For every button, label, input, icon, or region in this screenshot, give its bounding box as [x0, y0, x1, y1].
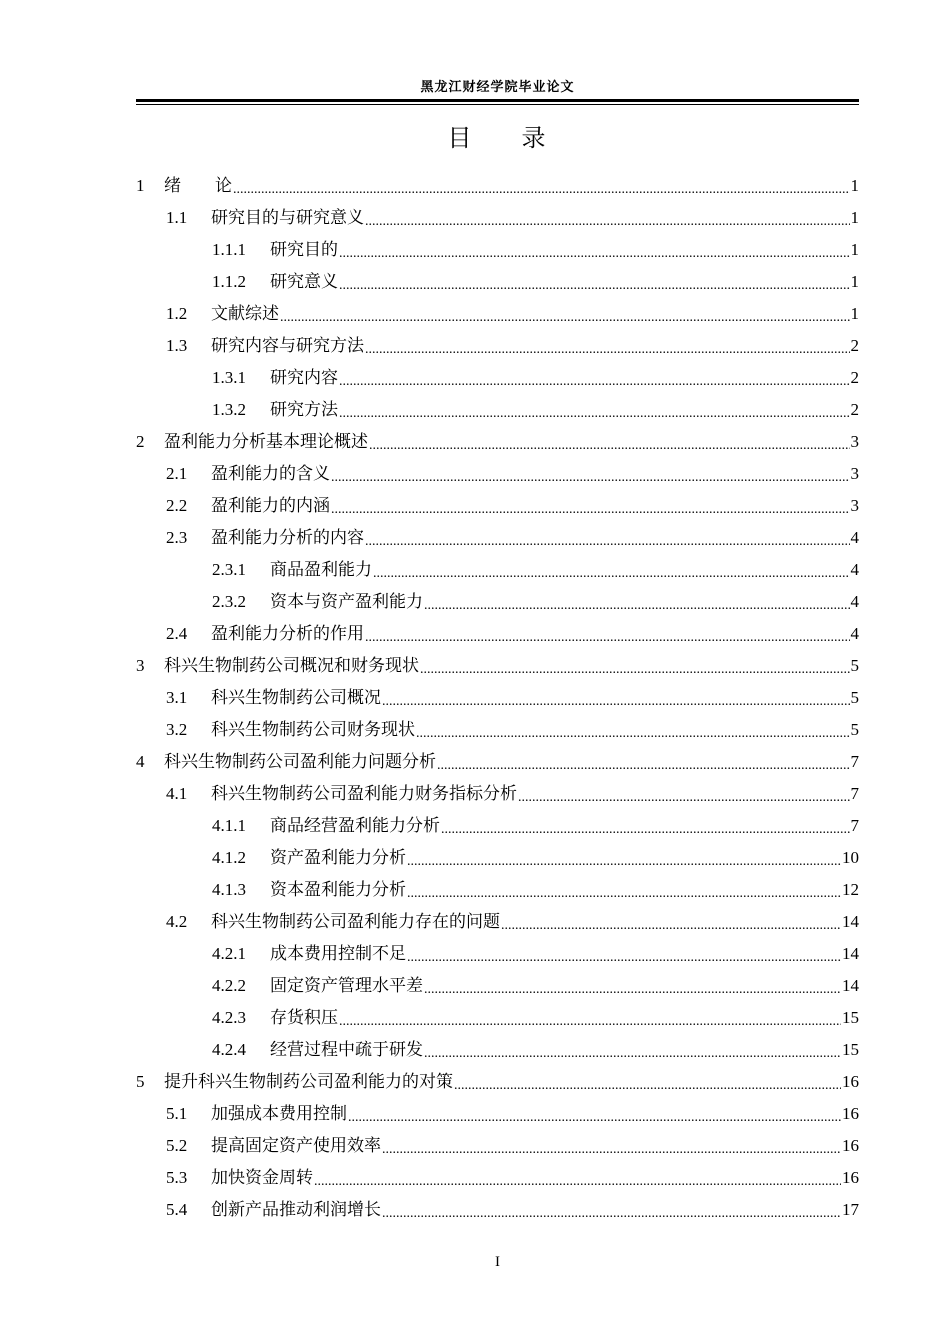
toc-entry-label: 文献综述 [211, 304, 279, 324]
toc-leader-dots [314, 1170, 841, 1194]
toc-entry-number: 2.2 [166, 496, 188, 515]
toc-entry-label: 科兴生物制药公司概况 [211, 688, 381, 708]
toc-entry-label: 资产盈利能力分析 [270, 848, 406, 868]
toc-entry-page: 14 [842, 912, 859, 931]
toc-entry-number: 2 [136, 432, 145, 451]
toc-entry-number: 4 [136, 752, 145, 771]
toc-leader-dots [365, 210, 850, 234]
toc-entry[interactable] [136, 714, 859, 746]
toc-entry-label: 科兴生物制药公司财务现状 [211, 720, 415, 740]
toc-leader-dots [407, 882, 841, 906]
toc-entry[interactable] [136, 1034, 859, 1066]
toc-entry-label: 研究意义 [270, 272, 338, 292]
toc-entry-page: 3 [850, 496, 859, 515]
toc-entry-number: 3 [136, 656, 145, 675]
toc-entry-page: 3 [850, 432, 859, 451]
toc-entry-page: 7 [850, 752, 859, 771]
toc-entry[interactable] [136, 618, 859, 650]
toc-entry[interactable] [136, 1130, 859, 1162]
toc-entry[interactable] [136, 778, 859, 810]
toc-entry-label: 科兴生物制药公司概况和财务现状 [164, 656, 419, 676]
toc-entry-label: 科兴生物制药公司盈利能力问题分析 [164, 752, 436, 772]
toc-entry[interactable] [136, 330, 859, 362]
toc-entry-number: 4.1 [166, 784, 188, 803]
toc-entry-number: 4.1.3 [212, 880, 246, 899]
toc-entry-label: 研究内容 [270, 368, 338, 388]
toc-leader-dots [382, 1202, 841, 1226]
toc-entry-number: 1.1.2 [212, 272, 246, 291]
toc-entry-page: 14 [842, 976, 859, 995]
toc-leader-dots [339, 242, 850, 266]
toc-entry-number: 4.2.4 [212, 1040, 246, 1059]
toc-entry-number: 4.2 [166, 912, 188, 931]
toc-entry-number: 3.1 [166, 688, 188, 707]
toc-entry-label: 加强成本费用控制 [211, 1104, 347, 1124]
toc-leader-dots [454, 1074, 841, 1098]
toc-entry-page: 7 [850, 816, 859, 835]
toc-entry-number: 4.2.1 [212, 944, 246, 963]
toc-entry-label: 经营过程中疏于研发 [270, 1040, 423, 1060]
toc-leader-dots [437, 754, 850, 778]
toc-entry[interactable] [136, 298, 859, 330]
toc-entry-page: 1 [850, 176, 859, 195]
toc-entry-label: 商品经营盈利能力分析 [270, 816, 440, 836]
toc-entry-label: 成本费用控制不足 [270, 944, 406, 964]
toc-entry[interactable] [136, 234, 859, 266]
toc-entry[interactable] [136, 938, 859, 970]
toc-entry-page: 2 [850, 400, 859, 419]
toc-leader-dots [365, 530, 850, 554]
toc-leader-dots [382, 1138, 841, 1162]
toc-entry-number: 3.2 [166, 720, 188, 739]
toc-entry-page: 5 [850, 656, 859, 675]
toc-title [136, 118, 859, 153]
toc-entry-page: 16 [842, 1072, 859, 1091]
toc-leader-dots [420, 658, 850, 682]
toc-leader-dots [280, 306, 850, 330]
toc-entry-page: 1 [850, 240, 859, 259]
toc-leader-dots [441, 818, 850, 842]
toc-entry[interactable] [136, 970, 859, 1002]
toc-leader-dots [339, 274, 850, 298]
toc-entry[interactable] [136, 458, 859, 490]
toc-entry-number: 4.1.1 [212, 816, 246, 835]
toc-leader-dots [407, 946, 841, 970]
toc-entry-label: 科兴生物制药公司盈利能力财务指标分析 [211, 784, 517, 804]
toc-entry[interactable] [136, 522, 859, 554]
toc-entry-label: 盈利能力的含义 [211, 464, 330, 484]
toc-entry-label: 资本盈利能力分析 [270, 880, 406, 900]
toc-entry-number: 5.2 [166, 1136, 188, 1155]
toc-entry-number: 4.1.2 [212, 848, 246, 867]
toc-leader-dots [339, 402, 850, 426]
running-header: 黑龙江财经学院毕业论文 [420, 80, 575, 95]
toc-entry-number: 1.3.2 [212, 400, 246, 419]
toc-entry-label: 绪 论 [164, 176, 232, 196]
toc-entry-page: 1 [850, 208, 859, 227]
toc-entry[interactable] [136, 426, 859, 458]
toc-entry-label: 提高固定资产使用效率 [211, 1136, 381, 1156]
toc-entry-page: 16 [842, 1168, 859, 1187]
toc-entry-page: 15 [842, 1040, 859, 1059]
toc-entry-number: 1.1 [166, 208, 188, 227]
toc-leader-dots [424, 978, 841, 1002]
toc-entry[interactable] [136, 874, 859, 906]
toc-entry[interactable] [136, 170, 859, 202]
toc-leader-dots [369, 434, 850, 458]
toc-entry-number: 5.1 [166, 1104, 188, 1123]
toc-entry-label: 加快资金周转 [211, 1168, 313, 1188]
toc-entry-number: 2.3.1 [212, 560, 246, 579]
toc-leader-dots [382, 690, 850, 714]
toc-entry-number: 1.3 [166, 336, 188, 355]
toc-entry-number: 2.3.2 [212, 592, 246, 611]
toc-entry-label: 盈利能力分析的内容 [211, 528, 364, 548]
toc-entry-page: 16 [842, 1136, 859, 1155]
toc-entry-page: 12 [842, 880, 859, 899]
toc-entry-label: 研究方法 [270, 400, 338, 420]
toc-entry-number: 2.1 [166, 464, 188, 483]
toc-entry-page: 2 [850, 368, 859, 387]
toc-leader-dots [407, 850, 841, 874]
toc-leader-dots [501, 914, 841, 938]
toc-entry-label: 盈利能力分析基本理论概述 [164, 432, 368, 452]
toc-leader-dots [373, 562, 850, 586]
table-of-contents [136, 170, 859, 1226]
toc-entry[interactable] [136, 746, 859, 778]
toc-entry[interactable] [136, 810, 859, 842]
toc-entry-page: 1 [850, 304, 859, 323]
toc-entry-page: 16 [842, 1104, 859, 1123]
toc-entry-page: 7 [850, 784, 859, 803]
toc-entry[interactable] [136, 1162, 859, 1194]
toc-leader-dots [365, 626, 850, 650]
toc-entry-page: 2 [850, 336, 859, 355]
toc-entry-number: 1.1.1 [212, 240, 246, 259]
toc-entry-number: 1.3.1 [212, 368, 246, 387]
toc-leader-dots [331, 466, 850, 490]
toc-entry[interactable] [136, 906, 859, 938]
toc-entry[interactable] [136, 586, 859, 618]
toc-leader-dots [518, 786, 850, 810]
toc-entry-label: 创新产品推动利润增长 [211, 1200, 381, 1220]
toc-entry-label: 研究目的与研究意义 [211, 208, 364, 228]
toc-entry-label: 研究内容与研究方法 [211, 336, 364, 356]
toc-entry-number: 2.3 [166, 528, 188, 547]
toc-entry[interactable] [136, 554, 859, 586]
toc-entry[interactable] [136, 362, 859, 394]
toc-entry[interactable] [136, 266, 859, 298]
header-rule-thick [136, 99, 859, 102]
toc-leader-dots [331, 498, 850, 522]
toc-entry-label: 研究目的 [270, 240, 338, 260]
toc-title-char-1: 目 [447, 124, 474, 152]
toc-entry[interactable] [136, 394, 859, 426]
toc-entry-label: 固定资产管理水平差 [270, 976, 423, 996]
toc-entry-page: 4 [850, 528, 859, 547]
toc-entry-page: 5 [850, 688, 859, 707]
toc-entry-page: 3 [850, 464, 859, 483]
toc-leader-dots [416, 722, 850, 746]
toc-entry-number: 5.3 [166, 1168, 188, 1187]
toc-entry-label: 科兴生物制药公司盈利能力存在的问题 [211, 912, 500, 932]
header-rule-thin [136, 104, 859, 105]
toc-entry-page: 17 [842, 1200, 859, 1219]
toc-entry[interactable] [136, 682, 859, 714]
toc-entry-label: 盈利能力分析的作用 [211, 624, 364, 644]
toc-entry[interactable] [136, 490, 859, 522]
toc-entry-number: 5 [136, 1072, 145, 1091]
toc-entry-page: 1 [850, 272, 859, 291]
toc-leader-dots [339, 370, 850, 394]
toc-entry-label: 存货积压 [270, 1008, 338, 1028]
toc-title-char-2: 录 [521, 124, 548, 152]
toc-entry-page: 15 [842, 1008, 859, 1027]
toc-leader-dots [233, 178, 850, 202]
toc-entry-label: 提升科兴生物制药公司盈利能力的对策 [164, 1072, 453, 1092]
toc-entry-page: 14 [842, 944, 859, 963]
toc-entry[interactable] [136, 1098, 859, 1130]
toc-entry[interactable] [136, 1002, 859, 1034]
toc-entry[interactable] [136, 842, 859, 874]
toc-entry-label: 盈利能力的内涵 [211, 496, 330, 516]
toc-entry-number: 2.4 [166, 624, 188, 643]
toc-entry-page: 4 [850, 560, 859, 579]
toc-entry[interactable] [136, 202, 859, 234]
toc-entry-page: 10 [842, 848, 859, 867]
toc-entry-page: 4 [850, 592, 859, 611]
toc-entry-label: 资本与资产盈利能力 [270, 592, 423, 612]
toc-entry-number: 1 [136, 176, 145, 195]
page-number: I [495, 1254, 500, 1270]
toc-leader-dots [424, 594, 850, 618]
toc-leader-dots [339, 1010, 841, 1034]
toc-leader-dots [348, 1106, 841, 1130]
toc-entry-number: 4.2.2 [212, 976, 246, 995]
toc-entry-label: 商品盈利能力 [270, 560, 372, 580]
toc-entry[interactable] [136, 1194, 859, 1226]
toc-leader-dots [365, 338, 850, 362]
toc-entry[interactable] [136, 1066, 859, 1098]
toc-entry-page: 5 [850, 720, 859, 739]
toc-leader-dots [424, 1042, 841, 1066]
toc-entry[interactable] [136, 650, 859, 682]
toc-entry-number: 5.4 [166, 1200, 188, 1219]
toc-entry-page: 4 [850, 624, 859, 643]
toc-entry-number: 1.2 [166, 304, 188, 323]
toc-entry-number: 4.2.3 [212, 1008, 246, 1027]
